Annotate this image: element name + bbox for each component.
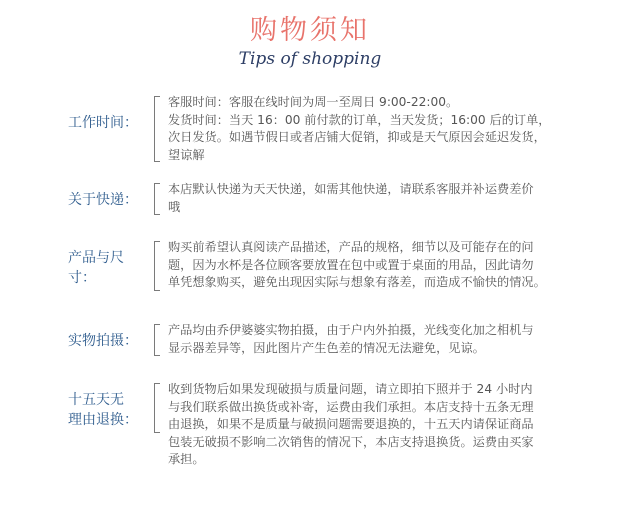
body-line: 本店默认快递为天天快递，如需其他快递，请联系客服并补运费差价 — [168, 182, 534, 196]
bracket-divider — [154, 241, 158, 291]
section-label — [68, 190, 148, 210]
body-line: 客服时间：客服在线时间为周一至周日 9:00-22:00。 — [168, 95, 459, 109]
section-body — [168, 381, 608, 469]
section-label — [68, 390, 148, 430]
section-body — [168, 94, 608, 164]
body-line: 与我们联系做出换货或补寄，运费由我们承担。本店支持十五条无理 — [168, 399, 534, 414]
body-line: 显示器差异等，因此图片产生色差的情况无法避免，见谅。 — [168, 340, 485, 355]
section-body — [168, 181, 608, 216]
section-body — [168, 239, 608, 292]
bracket-divider — [154, 96, 158, 162]
body-line: 由退换，如果不是质量与破损问题需要退换的，十五天内请保证商品 — [168, 417, 534, 431]
section-label-text: 关于快递： — [68, 192, 138, 208]
body-line: 单凭想象购买，避免出现因实际与想象有落差，而造成不愉快的情况。 — [168, 275, 546, 289]
section-body — [168, 322, 608, 357]
section-label-line: 产品与尺 — [68, 250, 124, 266]
body-line: 发货时间：当天 16：00 前付款的订单，当天发货；16:00 后的订单， — [168, 112, 551, 127]
body-line: 望谅解 — [168, 147, 205, 162]
body-line: 包装无破损不影响二次销售的情况下，本店支持退换货。运费由买家 — [168, 434, 534, 449]
page-title: 购物须知 — [250, 15, 370, 46]
body-line: 收到货物后如果发现破损与质量问题，请立即拍下照并于 24 小时内 — [168, 382, 533, 396]
body-line: 产品均由乔伊婆婆实物拍摄，由于户内外拍摄，光线变化加之相机与 — [168, 323, 534, 337]
section-label — [68, 331, 148, 351]
section-label-line: 寸： — [68, 270, 96, 286]
page-subtitle: Tips of shopping — [238, 49, 382, 69]
section-label — [68, 248, 148, 288]
section-label-line: 十五天无 — [68, 392, 124, 408]
body-line: 购买前希望认真阅读产品描述，产品的规格，细节以及可能存在的问 — [168, 240, 534, 254]
body-line: 次日发货。如遇节假日或者店铺大促销，抑或是天气原因会延迟发货， — [168, 130, 546, 144]
body-line: 哦 — [168, 199, 181, 214]
body-line: 承担。 — [168, 452, 205, 466]
bracket-divider — [154, 383, 158, 433]
body-line: 题，因为水杯是各位顾客要放置在包中或置于桌面的用品，因此请勿 — [168, 257, 534, 272]
section-label-text: 实物拍摄： — [68, 333, 138, 349]
section-label-line: 理由退换： — [68, 412, 138, 428]
section-label — [68, 113, 148, 133]
section-label-text: 工作时间： — [68, 115, 138, 131]
bracket-divider — [154, 324, 158, 356]
bracket-divider — [154, 183, 158, 215]
